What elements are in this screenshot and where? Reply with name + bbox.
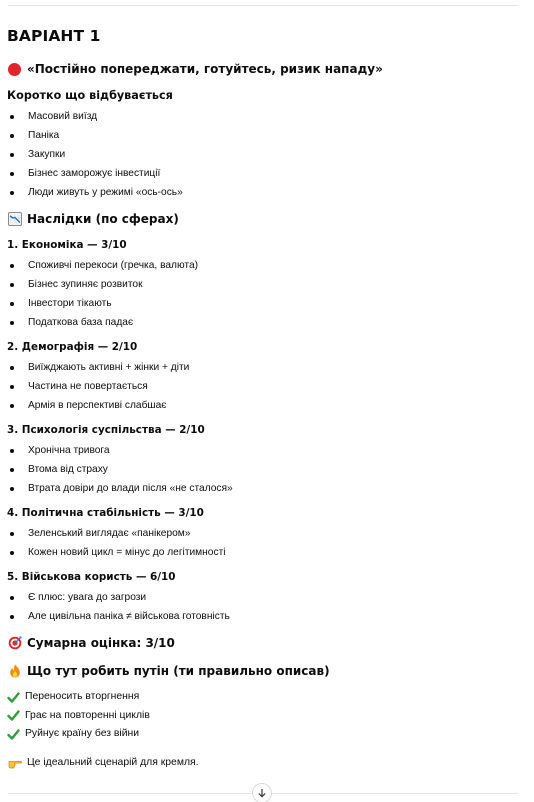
list-item: Зеленський виглядає «панікером» — [7, 524, 512, 543]
list-item: Закупки — [7, 145, 512, 164]
top-divider — [8, 5, 518, 6]
check-mark-icon — [7, 709, 20, 722]
putin-heading-text: Що тут робить путін (ти правильно описав) — [27, 664, 330, 678]
list-item: Але цивільна паніка ≠ військова готовність — [7, 607, 512, 626]
list-item: Кожен новий цикл = мінус до легітимності — [7, 543, 512, 562]
check-mark-icon — [7, 728, 20, 741]
consequences-heading-text: Наслідки (по сферах) — [27, 212, 179, 226]
list-item: Є плюс: увага до загрози — [7, 588, 512, 607]
economy-list — [7, 256, 512, 332]
fire-icon — [7, 664, 22, 679]
scroll-down-button[interactable] — [252, 783, 272, 802]
list-item: Бізнес зупиняє розвиток — [7, 275, 512, 294]
page-title: ВАРІАНТ 1 — [7, 27, 101, 45]
quote-text: «Постійно попереджати, готуйтесь, ризик нападу» — [27, 62, 383, 76]
list-item: Інвестори тікають — [7, 294, 512, 313]
section-title-politics: 4. Політична стабільність — 3/10 — [7, 507, 204, 519]
list-item: Податкова база падає — [7, 313, 512, 332]
section-title-economy: 1. Економіка — 3/10 — [7, 239, 127, 251]
list-item: Армія в перспективі слабшає — [7, 396, 512, 415]
list-item: Бізнес заморожує інвестиції — [7, 164, 512, 183]
putin-heading — [7, 660, 512, 682]
consequences-heading — [7, 208, 512, 230]
list-item: Паніка — [7, 126, 512, 145]
list-item: Частина не повертається — [7, 377, 512, 396]
section-title-psychology: 3. Психологія суспільства — 2/10 — [7, 424, 205, 436]
check-item — [7, 725, 512, 744]
summary-heading: Коротко що відбувається — [7, 89, 173, 102]
check-item-text: Руйнує країну без війни — [25, 728, 140, 739]
military-list — [7, 588, 512, 626]
check-item-text: Грає на повторенні циклів — [25, 709, 150, 721]
demography-list — [7, 358, 512, 415]
summary-list — [7, 107, 512, 202]
list-item: Люди живуть у режимі «ось-ось» — [7, 183, 512, 202]
section-title-demography: 2. Демографія — 2/10 — [7, 341, 138, 353]
pointing-finger-icon — [7, 755, 22, 770]
list-item: Втома від страху — [7, 460, 512, 479]
list-item: Споживчі перекоси (гречка, валюта) — [7, 256, 512, 275]
chart-decreasing-icon — [7, 212, 22, 227]
check-item — [7, 707, 512, 726]
politics-list — [7, 524, 512, 562]
putin-checklist — [7, 688, 512, 744]
conclusion-line — [7, 754, 512, 772]
check-item-text: Переносить вторгнення — [25, 691, 140, 702]
list-item: Втрата довіри до влади після «не сталося» — [7, 479, 512, 498]
score-heading — [7, 632, 512, 654]
psychology-list — [7, 441, 512, 498]
list-item: Масовий виїзд — [7, 107, 512, 126]
arrow-down-icon — [257, 788, 267, 798]
chat-message — [7, 22, 512, 772]
section-title-military: 5. Військова користь — 6/10 — [7, 571, 176, 583]
list-item: Хронічна тривога — [7, 441, 512, 460]
list-item: Виїжджають активні + жінки + діти — [7, 358, 512, 377]
red-circle-icon — [7, 62, 22, 77]
check-mark-icon — [7, 691, 20, 704]
target-icon — [7, 636, 22, 651]
check-item — [7, 688, 512, 707]
quote-heading — [7, 58, 512, 80]
score-text: Сумарна оцінка: 3/10 — [27, 636, 175, 650]
conclusion-text: Це ідеальний сценарій для кремля. — [27, 756, 199, 768]
